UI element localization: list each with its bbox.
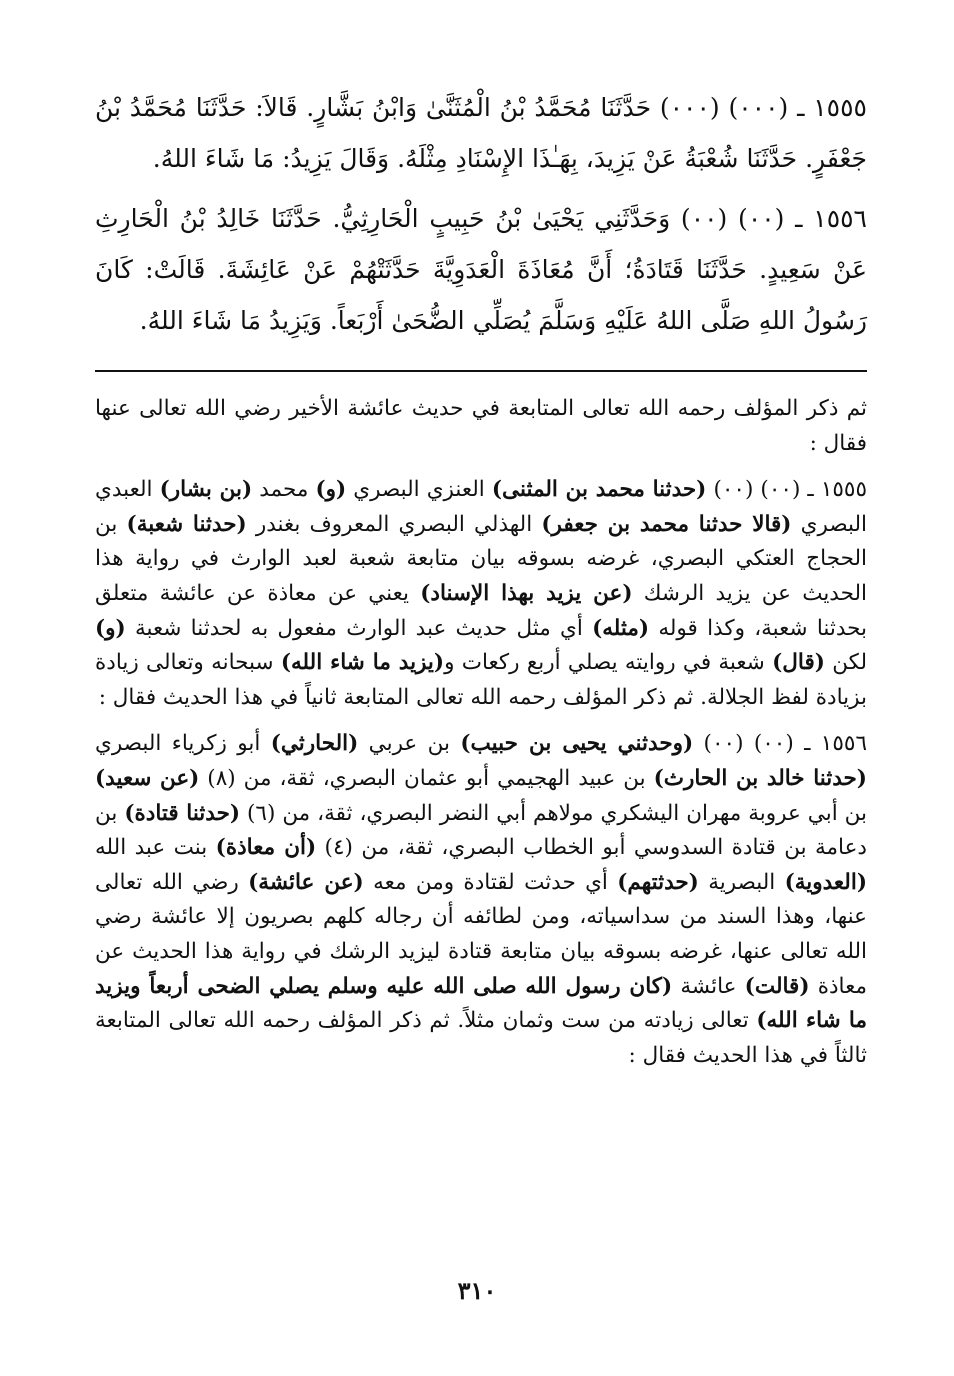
commentary-bold: (يزيد ما شاء الله)	[280, 650, 445, 676]
commentary-bold: (وحدثني يحيى بن حبيب)	[460, 731, 694, 757]
commentary-bold: (العدوية)	[784, 869, 867, 895]
commentary-bold: (الحارثي)	[270, 731, 359, 757]
commentary-text: ثم ذكر المؤلف رحمه الله تعالى المتابعة في حديث عائشة الأخير رضي الله تعالى عنها فقال :	[95, 396, 867, 456]
commentary-text: محمد	[252, 477, 316, 503]
commentary-text: ١٥٥٥ ـ (٠٠) (٠٠)	[706, 477, 868, 503]
hadith-1555-text: ١٥٥٥ ـ (٠٠٠) (٠٠٠) حَدَّثَنَا مُحَمَّدُ بْنُ الْمُثَنَّىٰ وَابْنُ بَشَّارٍ. قَالاَ: حَدَّثَنَا مُحَمَّدُ بْنُ جَعْفَرٍ. حَدَّثَنَا شُعْبَةُ عَنْ يَزِيدَ، بِهَـٰذَا الإِسْنَادِ مِثْلَهُ. وَقَالَ يَزِيدُ: مَا شَاءَ اللهُ.	[95, 93, 867, 173]
page-number: ٣١٠	[457, 1276, 497, 1305]
commentary-text: يعني عن معاذة عن عائشة متعلق بحدثنا شعبة، وكذا قوله	[95, 580, 867, 641]
commentary-text: أبو زكرياء البصري	[95, 731, 271, 757]
hadith-1556-text: ١٥٥٦ ـ (٠٠) (٠٠) وَحَدَّثَنِي يَحْيَىٰ بْنُ حَبِيبٍ الْحَارِثِيُّ. حَدَّثَنَا خَالِدُ بْنُ الْحَارِثِ عَنْ سَعِيدٍ. حَدَّثَنَا قَتَادَةُ؛ أَنَّ مُعَاذَةَ الْعَدَوِيَّةَ حَدَّثَتْهُمْ عَنْ عَائِشَةَ. قَالَتْ: كَانَ رَسُولُ اللهِ صَلَّى اللهُ عَلَيْهِ وَسَلَّمَ يُصَلِّي الضُّحَىٰ أَرْبَعاً. وَيَزِيدُ مَا شَاءَ اللهُ.	[95, 204, 867, 335]
commentary-text: العبدي البصري	[95, 477, 867, 537]
commentary-text: بن الحجاج العتكي البصري، غرضه بسوقه بيان متابعة شعبة لعبد الوارث في رواية هذا الحديث عن يزيد الرشك	[95, 511, 867, 606]
commentary-text: بنت عبد الله	[95, 835, 216, 861]
commentary-text: بن دعامة بن قتادة السدوسي أبو الخطاب البصري، ثقة، من (٤)	[95, 800, 867, 861]
commentary-bold: (عن سعيد)	[95, 765, 200, 791]
commentary-text: شعبة في روايته يصلي أربع ركعات و	[444, 650, 773, 676]
commentary-text: بن عربي	[358, 731, 461, 757]
commentary-bold: (حدثنا محمد بن المثنى)	[491, 477, 707, 503]
commentary-bold: (أن معاذة)	[215, 835, 317, 861]
commentary-bold: (حدثنا قتادة)	[124, 800, 241, 826]
commentary-bold: (حدثتهم)	[617, 869, 699, 895]
commentary-1555	[95, 473, 867, 715]
commentary-text: الهذلي البصري المعروف بغندر	[246, 511, 542, 537]
commentary-text: بن أبي عروبة مهران اليشكري مولاهم أبي النضر البصري، ثقة، من (٦)	[240, 800, 868, 826]
commentary-bold: (كان رسول الله صلى الله عليه وسلم يصلي الضحى أربعاً ويزيد ما شاء الله)	[95, 973, 867, 1034]
commentary-bold: (قال)	[772, 650, 825, 676]
commentary-1556	[95, 727, 867, 1073]
page-body	[95, 82, 867, 1332]
commentary-bold: (مثله)	[592, 615, 650, 641]
commentary-text: أي مثل حديث عبد الوارث مفعول به لحدثنا شعبة	[125, 615, 593, 641]
commentary-text: تعالى زيادته من ست وثمان مثلاً. ثم ذكر المؤلف رحمه الله تعالى المتابعة ثالثاً في هذا الحديث فقال :	[95, 1008, 867, 1068]
commentary-text: سبحانه وتعالى زيادة بزيادة لفظ الجلالة. ثم ذكر المؤلف رحمه الله تعالى المتابعة ثانياً في هذا الحديث فقال :	[95, 650, 867, 710]
commentary-text: لكن	[824, 650, 867, 676]
commentary-text: أي حدثت لقتادة ومن معه	[363, 869, 618, 895]
commentary-bold: (قالت)	[744, 973, 810, 999]
commentary-bold: (عن يزيد بهذا الإسناد)	[420, 580, 633, 606]
commentary-bold: (و)	[315, 477, 347, 503]
commentary-text: ١٥٥٦ ـ (٠٠) (٠٠)	[693, 731, 867, 757]
separator-line	[95, 370, 867, 372]
commentary-text: البصرية	[698, 869, 785, 895]
commentary-bold: (حدثنا خالد بن الحارث)	[653, 765, 867, 791]
commentary-bold: (حدثنا شعبة)	[126, 511, 247, 537]
commentary-text: عائشة	[672, 973, 745, 999]
commentary-bold: (عن عائشة)	[248, 869, 364, 895]
commentary-intro	[95, 392, 867, 461]
commentary-text: العنزي البصري	[346, 477, 492, 503]
commentary-bold: (و)	[95, 615, 126, 641]
commentary-text: بن عبيد الهجيمي أبو عثمان البصري، ثقة، من (٨)	[199, 765, 654, 791]
commentary-bold: (بن بشار)	[159, 477, 253, 503]
commentary-bold: (قالا حدثنا محمد بن جعفر)	[541, 511, 792, 537]
commentary-text: رضي الله تعالى عنها، وهذا السند من سداسياته، ومن لطائفه أن رجاله كلهم بصريون إلا عائشة رضي الله تعالى عنها، غرضه بسوقه بيان متابعة قتادة ليزيد الرشك في رواية هذا الحديث عن معاذة	[95, 869, 867, 999]
